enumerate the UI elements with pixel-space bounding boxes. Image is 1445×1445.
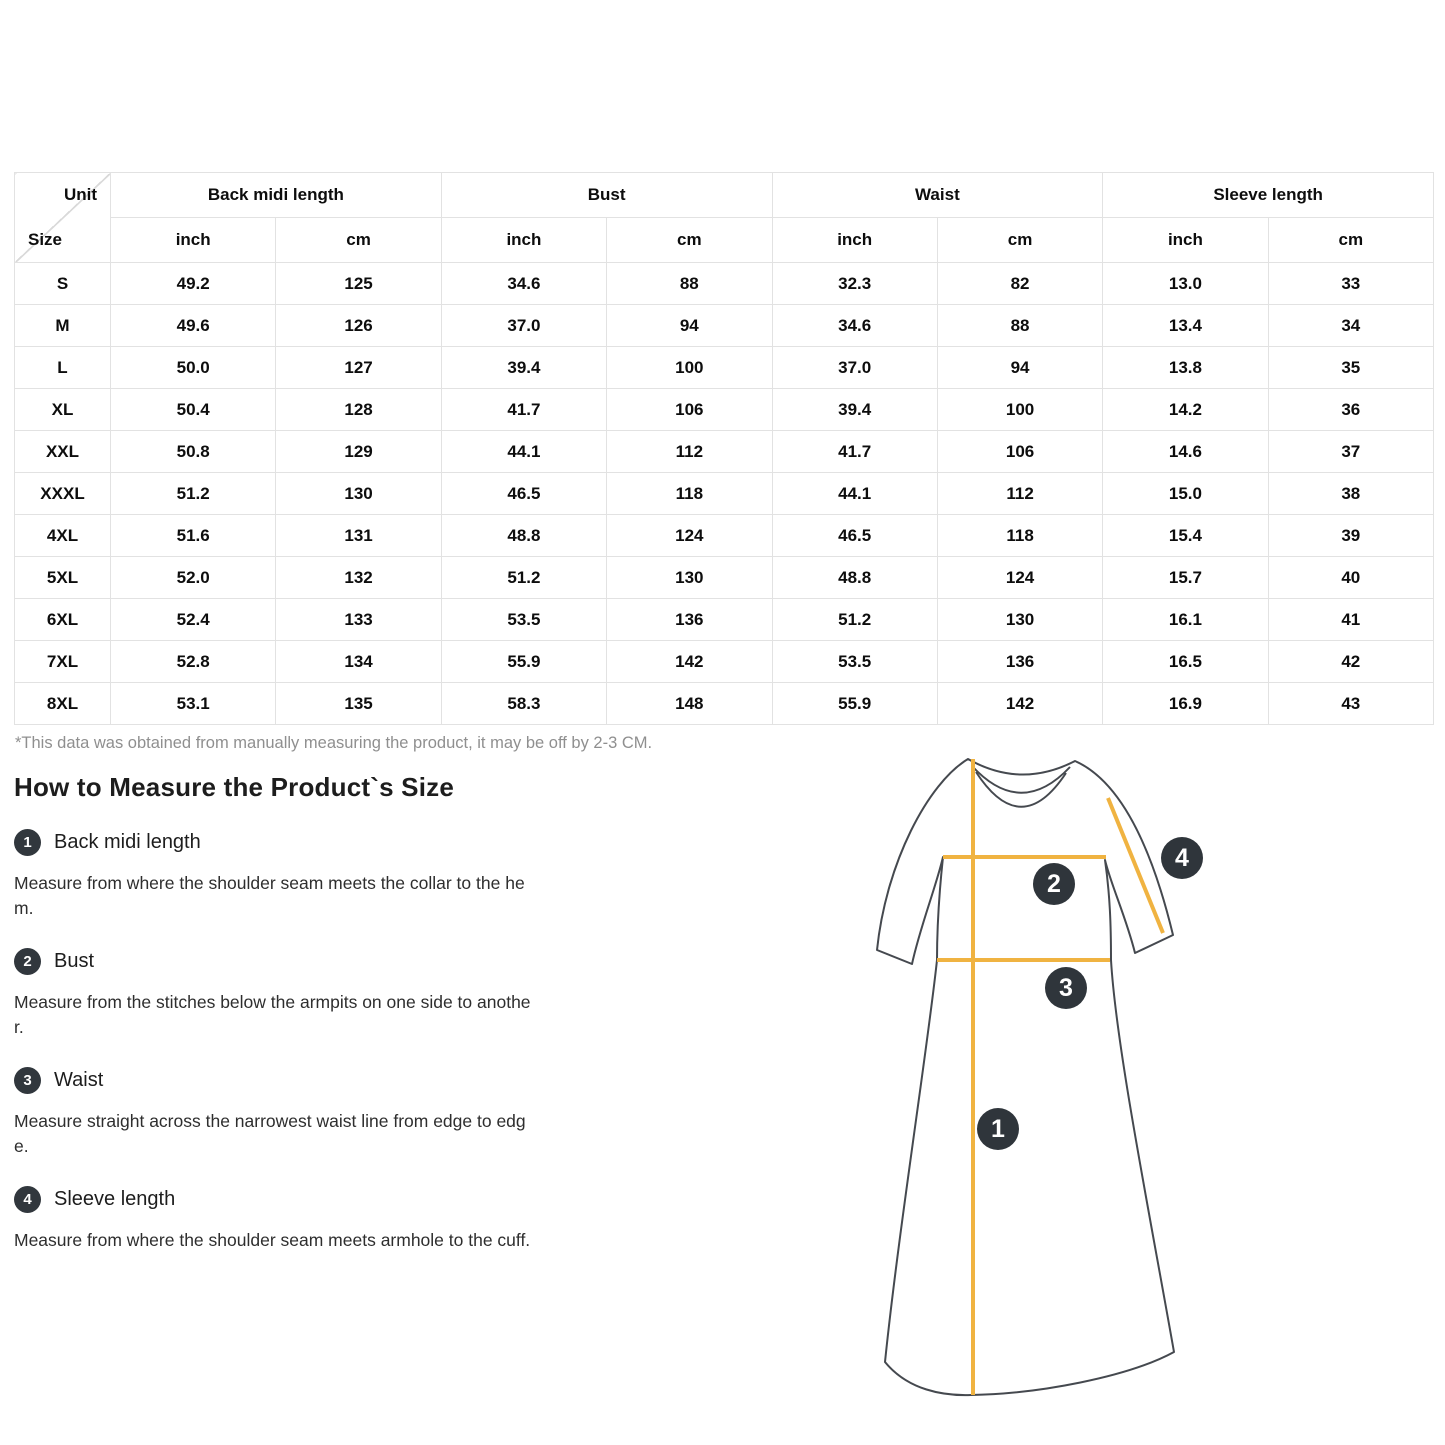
size-chart-section [14, 172, 1434, 753]
value-cell: 142 [607, 641, 772, 683]
value-cell: 51.2 [111, 473, 276, 515]
column-group-sleeve-length: Sleeve length [1103, 173, 1434, 218]
value-cell: 15.0 [1103, 473, 1268, 515]
value-cell: 142 [937, 683, 1102, 725]
value-cell: 100 [937, 389, 1102, 431]
value-cell: 37 [1268, 431, 1433, 473]
value-cell: 39 [1268, 515, 1433, 557]
value-cell: 118 [937, 515, 1102, 557]
measure-item-sleeve-length [14, 1186, 554, 1253]
value-cell: 44.1 [772, 473, 937, 515]
value-cell: 128 [276, 389, 441, 431]
value-cell: 49.2 [111, 263, 276, 305]
size-cell: XXL [15, 431, 111, 473]
measure-item-head [14, 829, 554, 856]
value-cell: 94 [937, 347, 1102, 389]
diagram-badge-2 [1033, 863, 1075, 905]
value-cell: 135 [276, 683, 441, 725]
measure-item-label: Bust [54, 950, 95, 972]
value-cell: 136 [937, 641, 1102, 683]
unit-subheader: cm [607, 218, 772, 263]
section-title: How to Measure the Product`s Size [14, 772, 455, 802]
table-row [15, 473, 1434, 515]
table-row [15, 641, 1434, 683]
value-cell: 50.4 [111, 389, 276, 431]
table-row [15, 347, 1434, 389]
value-cell: 36 [1268, 389, 1433, 431]
unit-subheader-row [15, 218, 1434, 263]
measure-item-label: Back midi length [54, 831, 201, 853]
value-cell: 49.6 [111, 305, 276, 347]
size-cell: 7XL [15, 641, 111, 683]
measure-item-label: Sleeve length [54, 1188, 176, 1210]
diagram-badge-4-number: 4 [1175, 844, 1189, 872]
value-cell: 41 [1268, 599, 1433, 641]
dress-diagram-svg [848, 745, 1280, 1413]
value-cell: 46.5 [441, 473, 606, 515]
unit-subheader: cm [1268, 218, 1433, 263]
value-cell: 88 [937, 305, 1102, 347]
value-cell: 32.3 [772, 263, 937, 305]
step-2-badge: 2 [14, 948, 41, 975]
value-cell: 34.6 [441, 263, 606, 305]
value-cell: 48.8 [772, 557, 937, 599]
column-group-back-midi-length: Back midi length [111, 173, 442, 218]
value-cell: 55.9 [772, 683, 937, 725]
value-cell: 46.5 [772, 515, 937, 557]
value-cell: 118 [607, 473, 772, 515]
value-cell: 14.6 [1103, 431, 1268, 473]
value-cell: 134 [276, 641, 441, 683]
measure-item-description: Measure straight across the narrowest waist line from edge to edge. [14, 1111, 526, 1156]
value-cell: 39.4 [772, 389, 937, 431]
value-cell: 53.1 [111, 683, 276, 725]
value-cell: 16.5 [1103, 641, 1268, 683]
corner-size-label: Size [28, 230, 63, 249]
value-cell: 133 [276, 599, 441, 641]
step-4-badge: 4 [14, 1186, 41, 1213]
value-cell: 42 [1268, 641, 1433, 683]
unit-subheader: inch [772, 218, 937, 263]
size-table-body [15, 263, 1434, 725]
value-cell: 33 [1268, 263, 1433, 305]
value-cell: 130 [937, 599, 1102, 641]
value-cell: 52.0 [111, 557, 276, 599]
value-cell: 37.0 [441, 305, 606, 347]
diagram-badge-4 [1161, 837, 1203, 879]
unit-subheader: cm [937, 218, 1102, 263]
table-row [15, 305, 1434, 347]
value-cell: 41.7 [772, 431, 937, 473]
value-cell: 38 [1268, 473, 1433, 515]
value-cell: 124 [937, 557, 1102, 599]
value-cell: 44.1 [441, 431, 606, 473]
column-group-waist: Waist [772, 173, 1103, 218]
table-row [15, 263, 1434, 305]
diagram-badge-3-number: 3 [1059, 974, 1073, 1002]
value-cell: 100 [607, 347, 772, 389]
value-cell: 106 [607, 389, 772, 431]
value-cell: 51.2 [772, 599, 937, 641]
table-row [15, 683, 1434, 725]
value-cell: 88 [607, 263, 772, 305]
value-cell: 52.8 [111, 641, 276, 683]
unit-subheader: cm [276, 218, 441, 263]
value-cell: 125 [276, 263, 441, 305]
value-cell: 34.6 [772, 305, 937, 347]
value-cell: 37.0 [772, 347, 937, 389]
diagram-badge-2-number: 2 [1047, 870, 1061, 898]
value-cell: 124 [607, 515, 772, 557]
value-cell: 94 [607, 305, 772, 347]
value-cell: 13.4 [1103, 305, 1268, 347]
value-cell: 112 [937, 473, 1102, 515]
value-cell: 15.7 [1103, 557, 1268, 599]
measure-item-description: Measure from where the shoulder seam meets the collar to the hem. [14, 873, 525, 918]
unit-subheader: inch [441, 218, 606, 263]
value-cell: 52.4 [111, 599, 276, 641]
value-cell: 16.9 [1103, 683, 1268, 725]
corner-cell [15, 173, 111, 263]
value-cell: 35 [1268, 347, 1433, 389]
size-cell: 4XL [15, 515, 111, 557]
step-1-badge: 1 [14, 829, 41, 856]
value-cell: 112 [607, 431, 772, 473]
value-cell: 131 [276, 515, 441, 557]
value-cell: 34 [1268, 305, 1433, 347]
value-cell: 39.4 [441, 347, 606, 389]
measure-item-head [14, 1067, 554, 1094]
value-cell: 129 [276, 431, 441, 473]
measure-item-head [14, 1186, 554, 1213]
value-cell: 40 [1268, 557, 1433, 599]
value-cell: 126 [276, 305, 441, 347]
value-cell: 14.2 [1103, 389, 1268, 431]
table-row [15, 515, 1434, 557]
diagram-badge-1 [977, 1108, 1019, 1150]
unit-subheader: inch [1103, 218, 1268, 263]
value-cell: 130 [276, 473, 441, 515]
value-cell: 136 [607, 599, 772, 641]
measure-item-description: Measure from the stitches below the armpits on one side to another. [14, 992, 531, 1037]
size-cell: 6XL [15, 599, 111, 641]
value-cell: 58.3 [441, 683, 606, 725]
measure-item-back-midi-length [14, 829, 554, 921]
how-to-measure-section [14, 772, 554, 1253]
size-cell: 8XL [15, 683, 111, 725]
value-cell: 106 [937, 431, 1102, 473]
step-3-badge: 3 [14, 1067, 41, 1094]
value-cell: 82 [937, 263, 1102, 305]
table-footnote: *This data was obtained from manually measuring the product, it may be off by 2-3 CM. [15, 734, 653, 752]
table-row [15, 557, 1434, 599]
value-cell: 51.6 [111, 515, 276, 557]
size-cell: M [15, 305, 111, 347]
value-cell: 43 [1268, 683, 1433, 725]
value-cell: 41.7 [441, 389, 606, 431]
measure-item-label: Waist [54, 1069, 104, 1091]
value-cell: 55.9 [441, 641, 606, 683]
size-cell: S [15, 263, 111, 305]
value-cell: 50.0 [111, 347, 276, 389]
value-cell: 51.2 [441, 557, 606, 599]
diagram-badge-3 [1045, 967, 1087, 1009]
measure-item-bust [14, 948, 554, 1040]
table-row [15, 389, 1434, 431]
value-cell: 53.5 [772, 641, 937, 683]
group-header-row [15, 173, 1434, 218]
value-cell: 16.1 [1103, 599, 1268, 641]
value-cell: 132 [276, 557, 441, 599]
size-cell: XL [15, 389, 111, 431]
value-cell: 48.8 [441, 515, 606, 557]
value-cell: 13.0 [1103, 263, 1268, 305]
value-cell: 50.8 [111, 431, 276, 473]
measure-item-head [14, 948, 554, 975]
table-row [15, 599, 1434, 641]
value-cell: 127 [276, 347, 441, 389]
column-group-bust: Bust [441, 173, 772, 218]
value-cell: 53.5 [441, 599, 606, 641]
table-row [15, 431, 1434, 473]
size-cell: L [15, 347, 111, 389]
value-cell: 130 [607, 557, 772, 599]
diagram-badge-1-number: 1 [991, 1115, 1005, 1143]
dress-measurement-diagram [848, 745, 1280, 1413]
size-chart-table [14, 172, 1434, 725]
unit-subheader: inch [111, 218, 276, 263]
corner-unit-label: Unit [63, 185, 97, 204]
value-cell: 148 [607, 683, 772, 725]
measure-item-waist [14, 1067, 554, 1159]
value-cell: 15.4 [1103, 515, 1268, 557]
measure-item-description: Measure from where the shoulder seam meets armhole to the cuff. [14, 1230, 531, 1250]
size-cell: 5XL [15, 557, 111, 599]
size-cell: XXXL [15, 473, 111, 515]
value-cell: 13.8 [1103, 347, 1268, 389]
